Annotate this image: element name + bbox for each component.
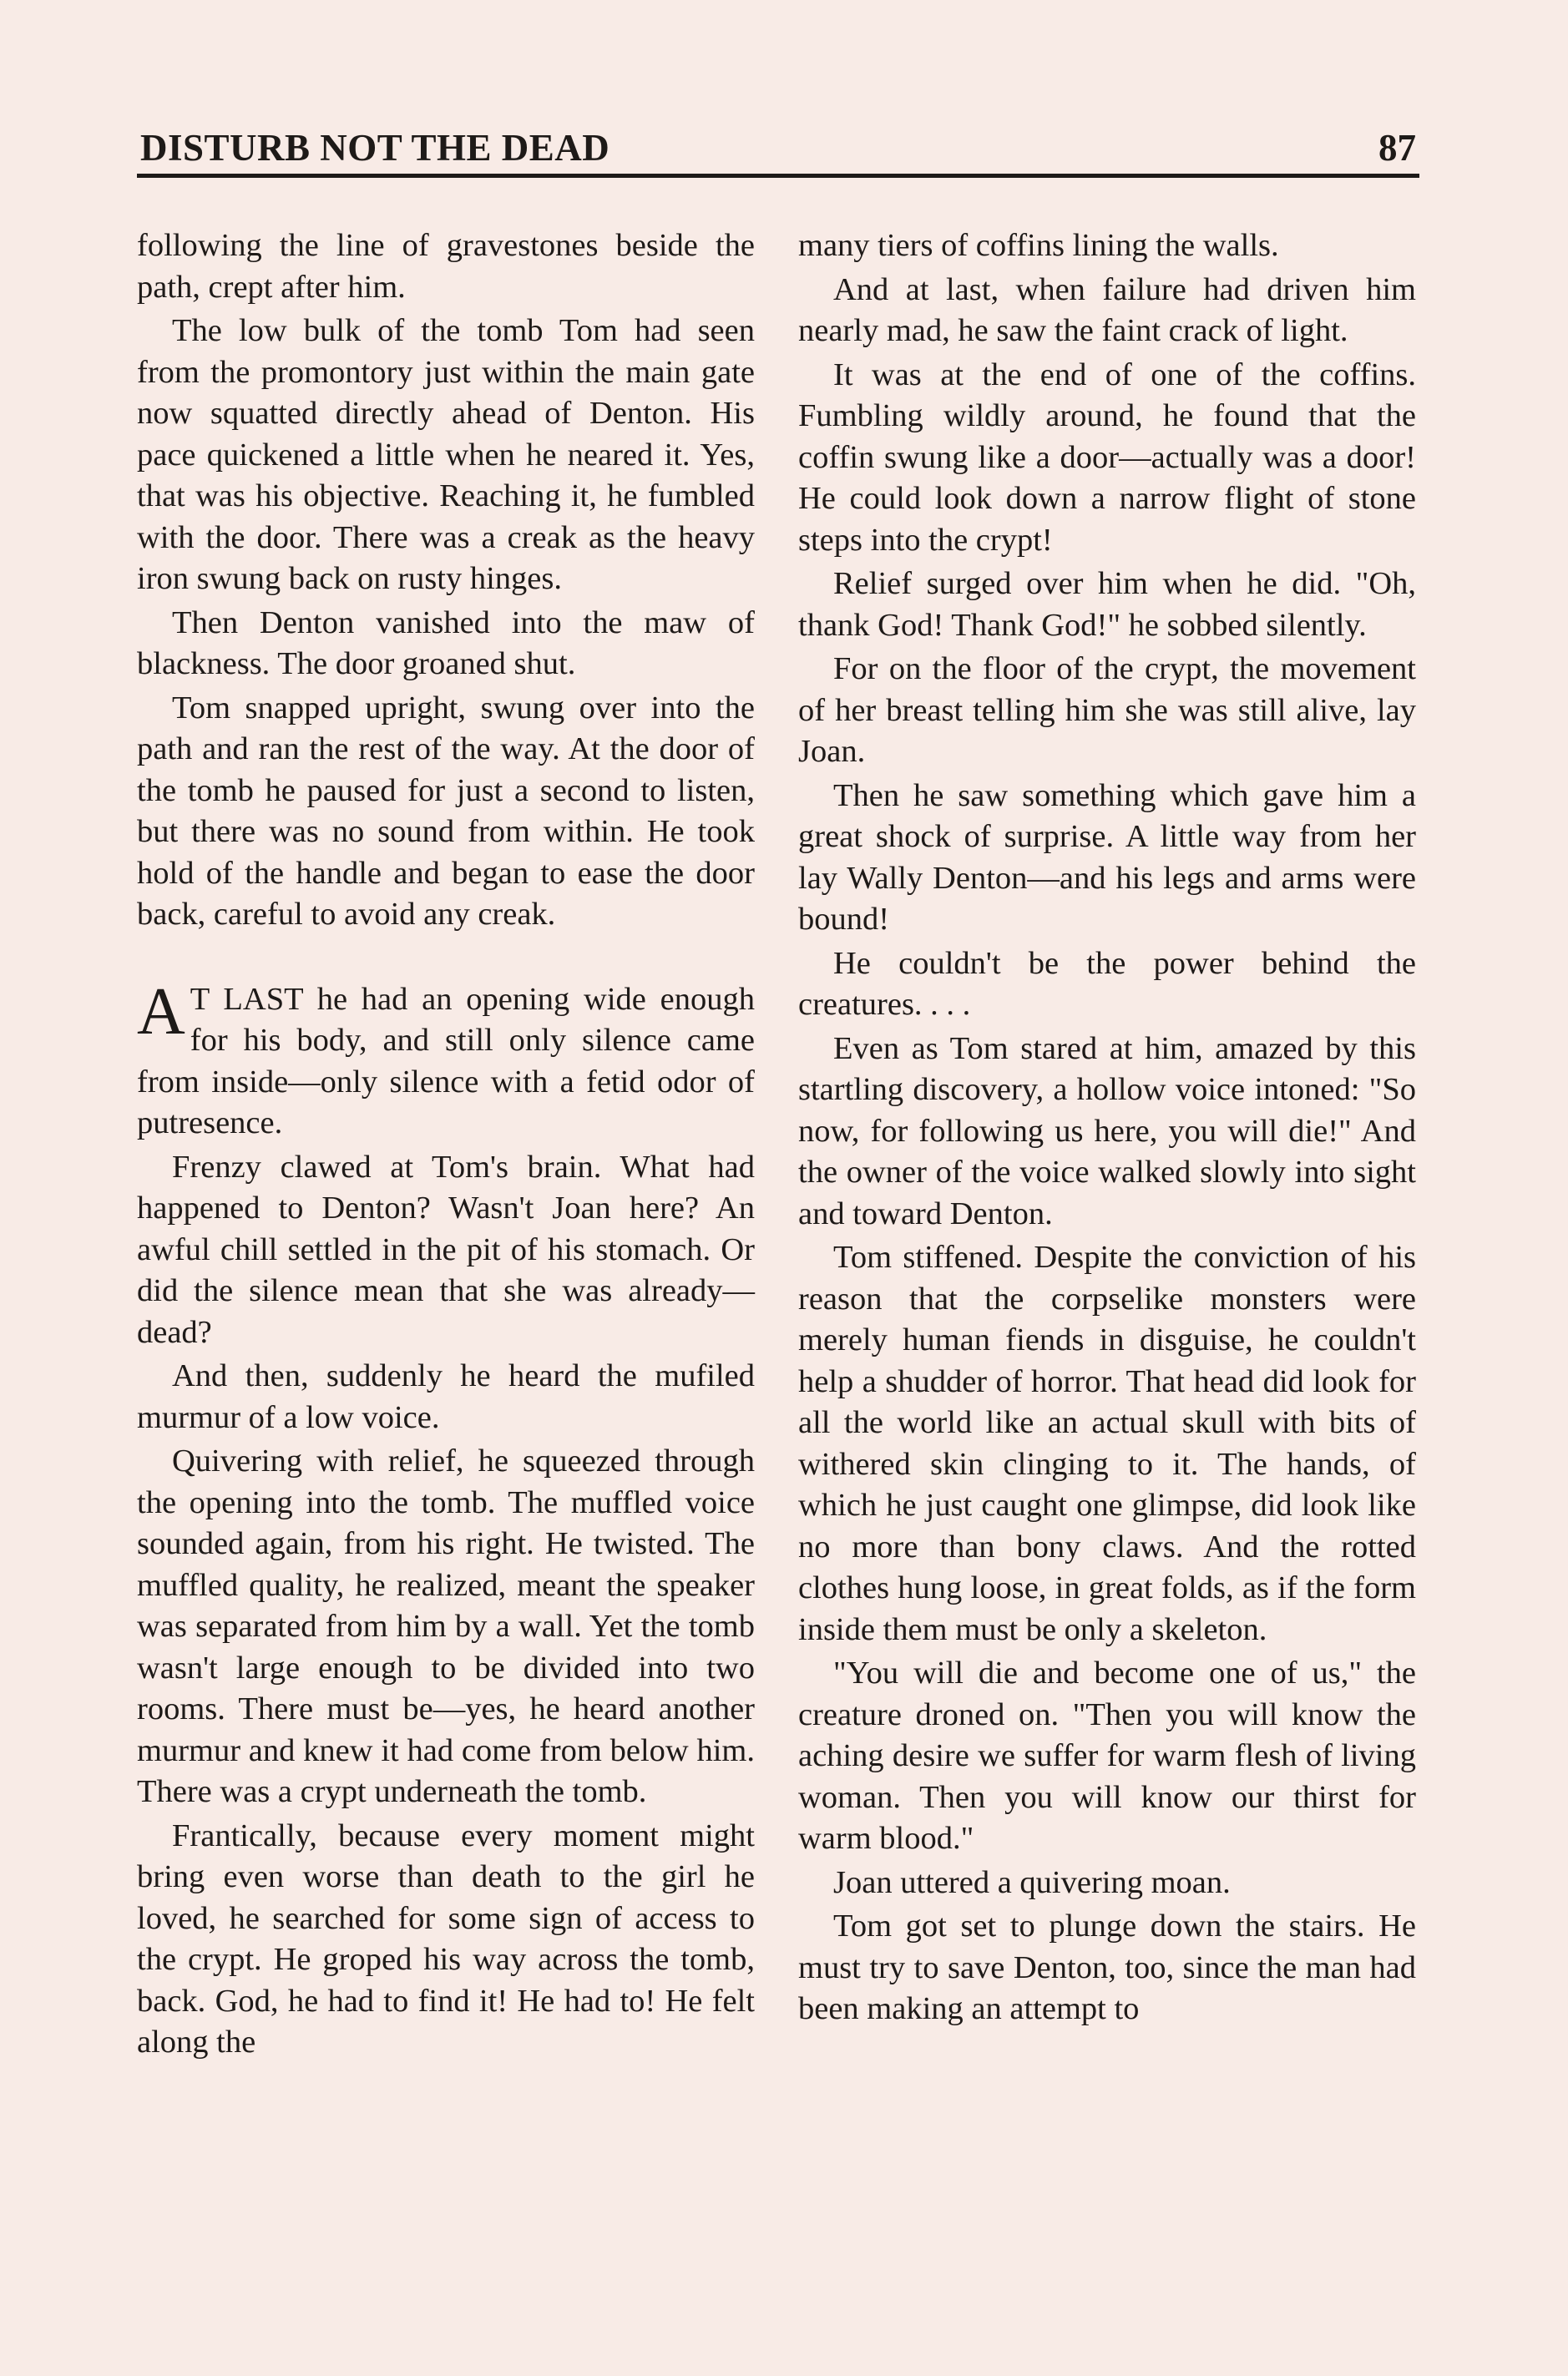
paragraph: Tom stiffened. Despite the conviction of his reason that the corpselike monsters were merely human fiends in disguise, he couldn't help a shudder of horror. That head did look for all the world like an actual skull with bits of withered skin clinging to it. The hands, of which he just caught one glimpse, did look like no more than bony claws. And the rotted clothes hung loose, in great folds, as if the form inside them must be only a skeleton. [798,1240,1416,1647]
paragraph: It was at the end of one of the coffins. Fumbling wildly around, he found that the coffin swung like a door—actually was a door! He could look down a narrow flight of stone steps into the crypt! [798,356,1416,558]
paragraph: Even as Tom stared at him, amazed by this startling discovery, a hollow voice intoned: "So now, for following us here, you will die!" And the owner of the voice walked slowly into sight and toward Denton. [798,1030,1416,1231]
drop-cap: A [137,974,185,1049]
paragraph: Quivering with relief, he squeezed through the opening into the tomb. The muffled voice sounded again, from his right. He twisted. The muffled quality, he realized, meant the speaker was separated from him by a wall. Yet the tomb wasn't large enough to be divided into two rooms. There must be—yes, he heard another murmur and knew it had come from below him. There was a crypt underneath the tomb. [137,1443,755,1809]
right-column [798,225,1416,2033]
paragraph: many tiers of coffins lining the walls. [798,228,1279,263]
paragraph: following the line of gravestones beside the path, crept after him. [137,228,755,305]
paragraph: Then Denton vanished into the maw of blackness. The door groaned shut. [137,604,755,681]
paragraph: Relief surged over him when he did. "Oh, thank God! Thank God!" he sobbed silently. [798,566,1416,643]
paragraph: And then, suddenly he heard the mufiled murmur of a low voice. [137,1358,755,1435]
paragraph-text: T LAST he had an opening wide enough for his body, and still only silence came from inside—only silence with a fetid odor of putresence. [137,981,755,1140]
page-number: 87 [1378,127,1416,169]
paragraph: Tom snapped upright, swung over into the path and ran the rest of the way. At the door of the tomb he paused for just a second to listen, but there was no sound from within. He took hold of the handle and began to ease the door back, careful to avoid any creak. [137,690,755,932]
paragraph: Joan uttered a quivering moan. [833,1864,1231,1900]
paragraph: The low bulk of the tomb Tom had seen from the promontory just within the main gate now squatted directly ahead of Denton. His pace quickened a little when he neared it. Yes, that was his objective. Reaching it, he fumbled with the door. There was a creak as the heavy iron swung back on rusty hinges. [137,313,755,596]
paragraph: Then he saw something which gave him a great shock of surprise. A little way from her lay Wally Denton—and his legs and arms were bound! [798,777,1416,937]
paragraph: Tom got set to plunge down the stairs. He must try to save Denton, too, since the man had been making an attempt to [798,1908,1416,2026]
running-title: DISTURB NOT THE DEAD [140,127,610,169]
paragraph: Frantically, because every moment might bring even worse than death to the girl he loved, he searched for some sign of access to the crypt. He groped his way across the tomb, back. God, he had to find it! He had to! He felt along the [137,1817,755,2060]
paragraph: For on the floor of the crypt, the movement of her breast telling him she was still alive, lay Joan. [798,651,1416,769]
section-opening-paragraph [137,974,755,1145]
paragraph: Frenzy clawed at Tom's brain. What had happened to Denton? Wasn't Joan here? An awful chill settled in the pit of his stomach. Or did the silence mean that she was already—dead? [137,1149,755,1350]
paragraph: He couldn't be the power behind the creatures. . . . [798,945,1416,1022]
page-header [137,122,1419,174]
left-column [137,225,755,2066]
paragraph: "You will die and become one of us," the creature droned on. "Then you will know the aching desire we suffer for warm flesh of living woman. Then you will know our thirst for warm blood." [798,1656,1416,1856]
header-rule [137,174,1419,178]
paragraph: And at last, when failure had driven him nearly mad, he saw the faint crack of light. [798,271,1416,348]
